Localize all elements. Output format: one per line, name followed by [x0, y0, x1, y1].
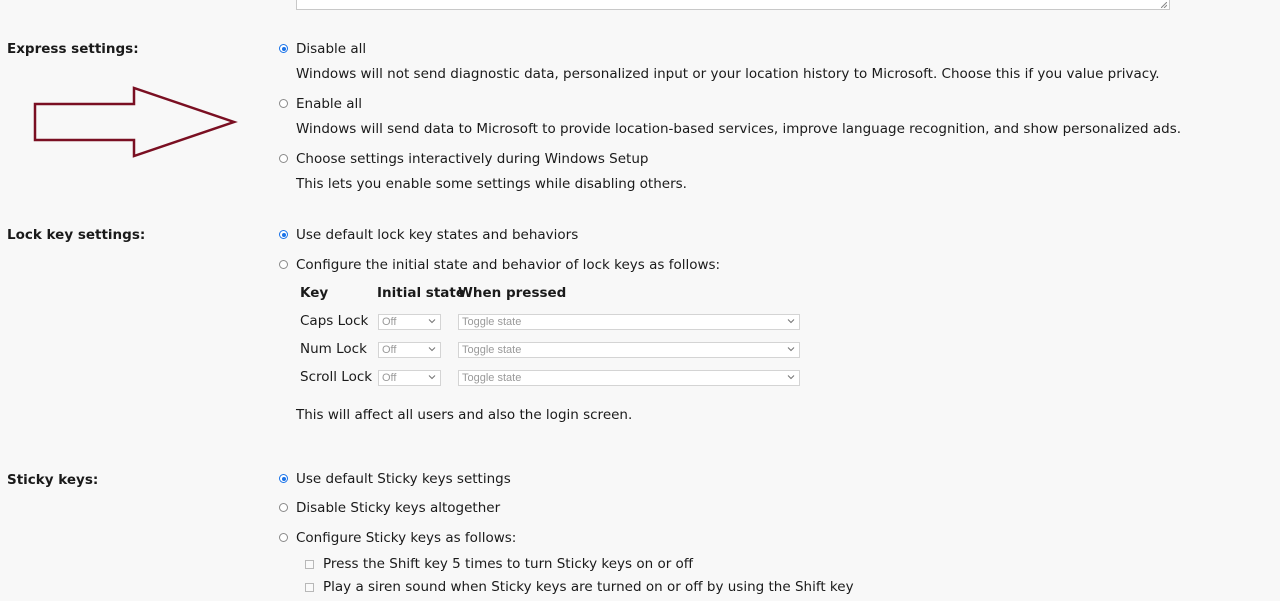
radio-disable-all[interactable] — [279, 44, 288, 53]
radio-configure-lock-keys[interactable] — [279, 260, 288, 269]
option-default-lock-keys-label[interactable]: Use default lock key states and behaviors — [296, 227, 579, 243]
option-choose-interactively-label[interactable]: Choose settings interactively during Windows Setup — [296, 151, 649, 167]
num-lock-initial-state-select[interactable] — [378, 342, 441, 358]
chevron-down-icon — [787, 317, 795, 325]
num-lock-label: Num Lock — [300, 341, 367, 357]
scroll-lock-initial-state-value: Off — [382, 372, 397, 384]
scroll-lock-initial-state-select[interactable] — [378, 370, 441, 386]
chevron-down-icon — [787, 345, 795, 353]
option-enable-all-description: Windows will send data to Microsoft to provide location-based services, improve language recognition, and show personalized ads. — [296, 121, 1182, 137]
option-choose-interactively-description: This lets you enable some settings while disabling others. — [296, 176, 687, 192]
resize-grip-icon[interactable] — [1161, 2, 1167, 8]
checkbox-siren-sound-label[interactable]: Play a siren sound when Sticky keys are turned on or off by using the Shift key — [323, 579, 854, 595]
caps-lock-initial-state-select[interactable] — [378, 314, 441, 330]
lock-keys-note: This will affect all users and also the login screen. — [296, 407, 633, 423]
radio-choose-interactively[interactable] — [279, 154, 288, 163]
chevron-down-icon — [428, 317, 436, 325]
caps-lock-when-pressed-select[interactable] — [458, 314, 800, 330]
express-settings-label: Express settings: — [7, 41, 139, 57]
radio-default-sticky-keys[interactable] — [279, 474, 288, 483]
chevron-down-icon — [428, 345, 436, 353]
radio-enable-all[interactable] — [279, 99, 288, 108]
option-disable-all-label[interactable]: Disable all — [296, 41, 367, 57]
table-header-key: Key — [300, 285, 329, 301]
num-lock-when-pressed-select[interactable] — [458, 342, 800, 358]
sticky-keys-label: Sticky keys: — [7, 472, 99, 488]
lock-key-settings-label: Lock key settings: — [7, 227, 146, 243]
checkbox-shift-five-times[interactable] — [305, 560, 314, 569]
notes-textarea[interactable] — [296, 0, 1170, 10]
table-header-initial-state: Initial state — [377, 285, 465, 301]
checkbox-siren-sound[interactable] — [305, 583, 314, 592]
caps-lock-initial-state-value: Off — [382, 316, 397, 328]
chevron-down-icon — [787, 373, 795, 381]
checkbox-shift-five-times-label[interactable]: Press the Shift key 5 times to turn Sticky keys on or off — [323, 556, 694, 572]
num-lock-when-pressed-value: Toggle state — [462, 344, 522, 356]
right-arrow-icon — [30, 84, 240, 160]
option-configure-sticky-keys-label[interactable]: Configure Sticky keys as follows: — [296, 530, 517, 546]
caps-lock-label: Caps Lock — [300, 313, 369, 329]
scroll-lock-label: Scroll Lock — [300, 369, 373, 385]
radio-configure-sticky-keys[interactable] — [279, 533, 288, 542]
radio-default-lock-keys[interactable] — [279, 230, 288, 239]
option-enable-all-label[interactable]: Enable all — [296, 96, 363, 112]
option-disable-sticky-keys-label[interactable]: Disable Sticky keys altogether — [296, 500, 501, 516]
caps-lock-when-pressed-value: Toggle state — [462, 316, 522, 328]
option-default-sticky-keys-label[interactable]: Use default Sticky keys settings — [296, 471, 511, 487]
option-disable-all-description: Windows will not send diagnostic data, personalized input or your location history to Microsoft. Choose this if you value privacy. — [296, 66, 1160, 82]
scroll-lock-when-pressed-value: Toggle state — [462, 372, 522, 384]
table-header-when-pressed: When pressed — [458, 285, 567, 301]
scroll-lock-when-pressed-select[interactable] — [458, 370, 800, 386]
option-configure-lock-keys-label[interactable]: Configure the initial state and behavior of lock keys as follows: — [296, 257, 721, 273]
radio-disable-sticky-keys[interactable] — [279, 503, 288, 512]
chevron-down-icon — [428, 373, 436, 381]
num-lock-initial-state-value: Off — [382, 344, 397, 356]
